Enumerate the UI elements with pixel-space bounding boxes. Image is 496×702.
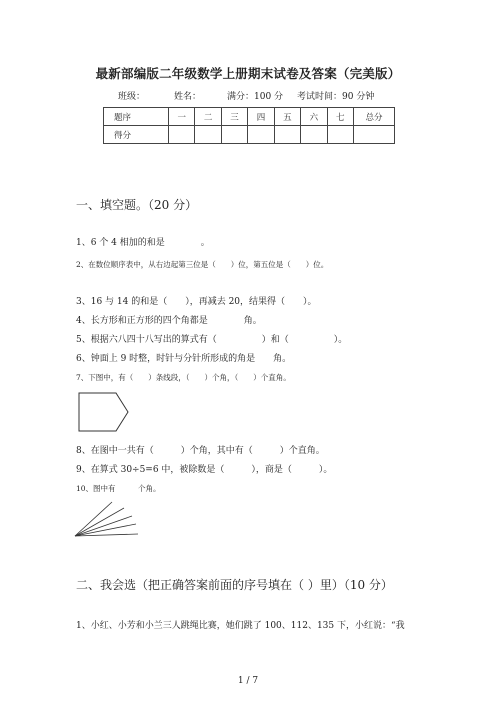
score-table-header: 七 (327, 108, 353, 126)
score-cell[interactable] (195, 126, 221, 144)
score-table (103, 107, 395, 144)
full-score: 满分：100 分 (227, 92, 284, 102)
score-cell[interactable] (354, 126, 395, 144)
question-item: 3、16 与 14 的和是（ ），再减去 20，结果得（ ）。 (76, 297, 317, 307)
score-cell[interactable] (169, 126, 195, 144)
angle-ray (75, 516, 132, 536)
score-table-header: 四 (248, 108, 274, 126)
score-table-header: 五 (274, 108, 300, 126)
class-label: 班级： (118, 92, 146, 102)
question-item: 5、根据六八四十八写出的算式有（ ）和（ ）。 (76, 335, 348, 345)
score-cell[interactable] (301, 126, 327, 144)
page-number: 1 / 7 (237, 676, 259, 686)
question-item: 7、下图中，有（ ）条线段，（ ）个角，（ ）个直角。 (76, 373, 291, 382)
section2-heading: 二、我会选（把正确答案前面的序号填在（ ）里）（10 分） (76, 578, 393, 592)
question-item: 9、在算式 30÷5=6 中，被除数是（ ），商是（ ）。 (76, 465, 333, 475)
question-item: 2、在数位顺序表中，从右边起第三位是（ ）位，第五位是（ ）位。 (76, 260, 329, 269)
section1-heading: 一、填空题。（20 分） (76, 198, 198, 212)
score-table-header: 二 (195, 108, 221, 126)
score-table-header: 题序 (104, 108, 169, 126)
score-cell[interactable] (248, 126, 274, 144)
angle-ray (75, 502, 112, 536)
score-cell[interactable] (274, 126, 300, 144)
exam-time: 考试时间：90 分钟 (297, 92, 375, 102)
score-table-header: 一 (169, 108, 195, 126)
score-table-header-row (104, 108, 395, 126)
name-label: 姓名： (174, 92, 202, 102)
score-row-label: 得分 (104, 126, 169, 144)
question-item: 10、图中有 个角。 (76, 484, 161, 493)
question-item: 6、钟面上 9 时整，时针与分针所形成的角是 角。 (76, 354, 292, 364)
score-table-header: 三 (221, 108, 247, 126)
score-table-score-row (104, 126, 395, 144)
pentagon-shape (79, 393, 128, 431)
exam-title: 最新部编版二年级数学上册期末试卷及答案（完美版） (95, 66, 401, 81)
pentagon-figure (78, 392, 130, 432)
score-table-header: 六 (301, 108, 327, 126)
angle-ray (75, 508, 124, 536)
angles-figure (72, 498, 140, 540)
score-table-header: 总分 (354, 108, 395, 126)
score-cell[interactable] (327, 126, 353, 144)
question-item: 1、6 个 4 相加的和是 。 (76, 238, 210, 248)
question-item: 4、长方形和正方形的四个角都是 角。 (76, 316, 262, 326)
score-cell[interactable] (221, 126, 247, 144)
question-item: 8、在图中一共有（ ）个角，其中有（ ）个直角。 (76, 446, 325, 456)
angle-rays (75, 502, 138, 536)
question-item: 1、小红、小芳和小兰三人跳绳比赛，她们跳了 100、112、135 下，小红说：“我 (76, 621, 405, 631)
